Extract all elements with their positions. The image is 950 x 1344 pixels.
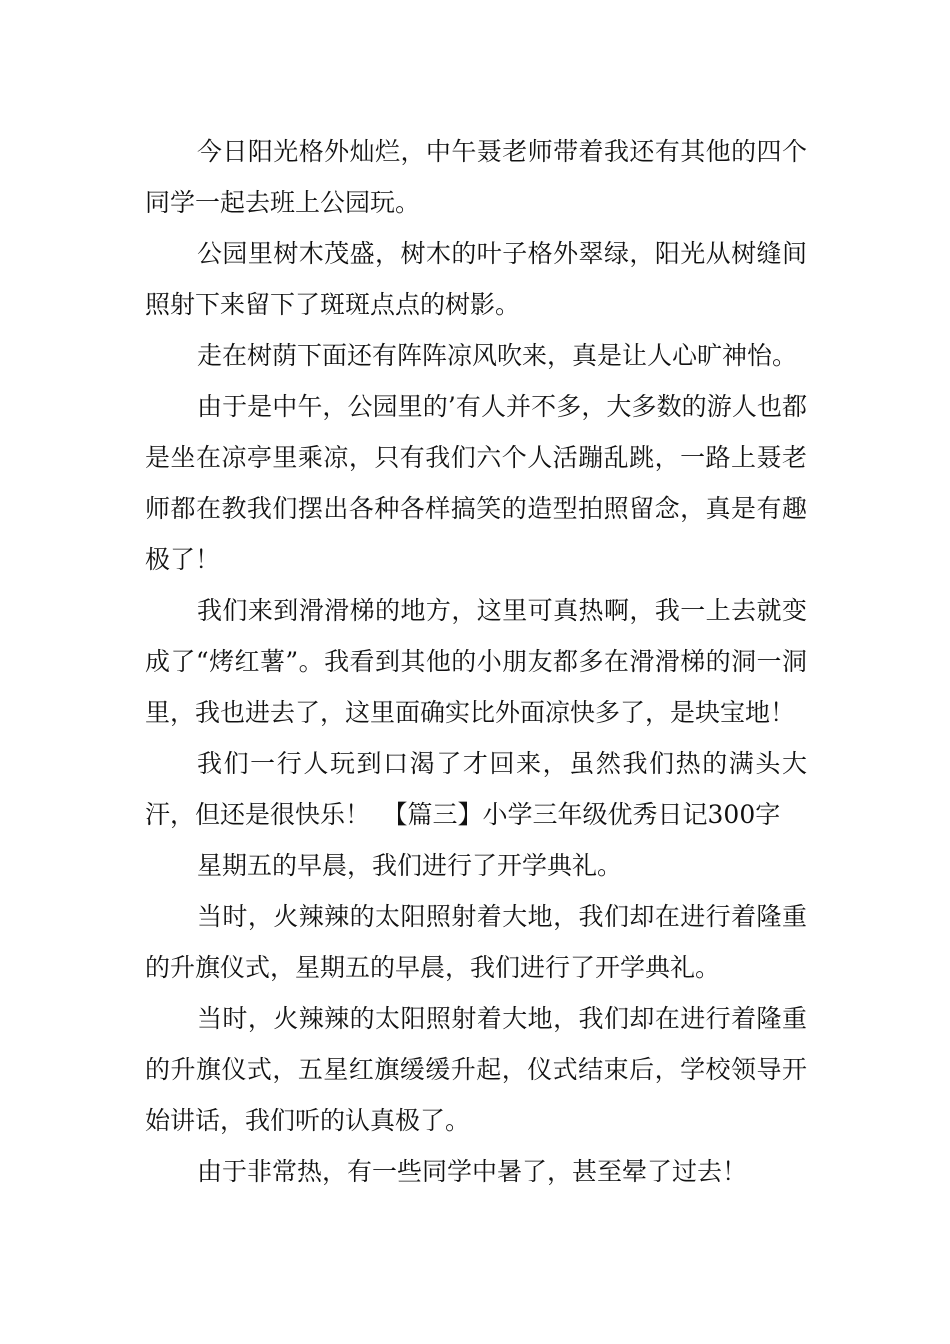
paragraph: 由于是中午，公园里的’有人并不多，大多数的游人也都是坐在凉亭里乘凉，只有我们六个人活蹦乱跳，一路上聂老师都在教我们摆出各种各样搞笑的造型拍照留念，真是有趣极了！ <box>145 392 807 574</box>
paragraph: 公园里树木茂盛，树木的叶子格外翠绿，阳光从树缝间照射下来留下了斑斑点点的树影。 <box>145 239 807 319</box>
paragraph: 由于非常热，有一些同学中暑了，甚至晕了过去！ <box>197 1157 748 1186</box>
paragraph: 当时，火辣辣的太阳照射着大地，我们却在进行着隆重的升旗仪式，五星红旗缓缓升起，仪式结束后，学校领导开始讲话，我们听的认真极了。 <box>145 1004 807 1135</box>
paragraph: 我们来到滑滑梯的地方，这里可真热啊，我一上去就变成了“烤红薯”。我看到其他的小朋友都多在滑滑梯的洞一洞里，我也进去了，这里面确实比外面凉快多了，是块宝地！ <box>145 596 807 727</box>
paragraph: 走在树荫下面还有阵阵凉风吹来，真是让人心旷神怡。 <box>197 341 798 370</box>
paragraph: 我们一行人玩到口渴了才回来，虽然我们热的满头大汗，但还是很快乐！ 【篇三】小学三年级优秀日记300字 <box>145 749 807 829</box>
paragraph: 星期五的早晨，我们进行了开学典礼。 <box>197 851 623 880</box>
paragraph: 今日阳光格外灿烂，中午聂老师带着我还有其他的四个同学一起去班上公园玩。 <box>145 137 807 217</box>
document-body <box>145 126 807 1197</box>
paragraph: 当时，火辣辣的太阳照射着大地，我们却在进行着隆重的升旗仪式，星期五的早晨，我们进行了开学典礼。 <box>145 902 807 982</box>
